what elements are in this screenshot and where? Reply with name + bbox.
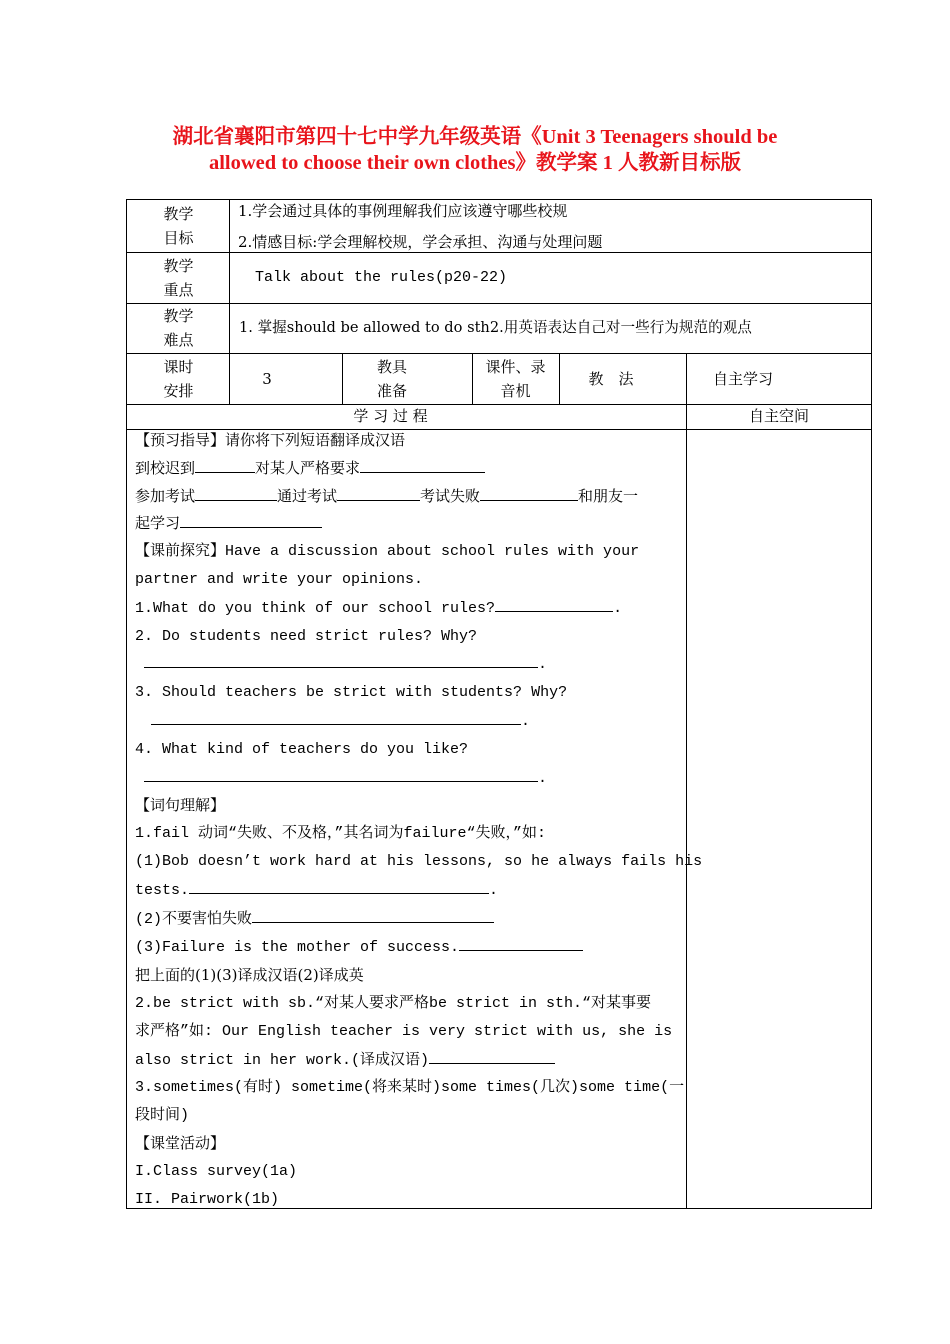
answer-blank[interactable] (252, 905, 494, 923)
self-space-header: 自主空间 (748, 407, 809, 425)
vocab-sentence-1-period: . (489, 881, 499, 899)
answer-blank[interactable] (189, 876, 489, 894)
answer-blank[interactable] (480, 483, 578, 501)
teaching-aids-label-1: 教具 (376, 358, 407, 376)
teaching-aids-value-1: 课件、录 (485, 358, 546, 376)
title-line-1: 湖北省襄阳市第四十七中学九年级英语《Unit 3 Teenagers should be (172, 126, 778, 148)
phrase-3: 参加考试 (135, 486, 196, 505)
phrase-2: 对某人严格要求 (255, 458, 361, 477)
difficulties-label-2: 难点 (163, 331, 194, 349)
question-4: 4. What kind of teachers do you like? (135, 740, 469, 758)
schedule-label-1: 课时 (163, 358, 194, 376)
answer-line-2 (135, 650, 680, 679)
teaching-aids-value-2: 音机 (500, 382, 531, 400)
document-title (60, 124, 890, 176)
goals-label-2: 目标 (163, 229, 194, 247)
question-1-end: . (613, 599, 623, 617)
explore-line-2: partner and write your opinions. (135, 570, 424, 588)
question-1-text: 1.What do you think of our school rules? (135, 599, 496, 617)
goal-item-2: 2.情感目标:学会理解校规，学会承担、沟通与处理问题 (238, 233, 603, 251)
vocab-sentence-2-text: (2)不要害怕失败 (135, 910, 253, 928)
vocab-item-2-line-2: 求严格”如: Our English teacher is very strict with us, she is (135, 1022, 673, 1040)
key-points-label-2: 重点 (163, 281, 194, 299)
phrase-4: 通过考试 (277, 486, 338, 505)
vocab-sentence-3 (135, 933, 680, 962)
learning-process-content (135, 427, 703, 1213)
phrase-5: 考试失败 (420, 486, 481, 505)
teaching-aids-value (472, 355, 559, 403)
vocab-sentence-3-text: (3)Failure is the mother of success. (135, 939, 460, 957)
explore-heading: 【课前探究】Have a discussion about school rules with your (135, 543, 640, 561)
method-value: 自主学习 (713, 370, 774, 388)
vocab-item-1: 1.fail 动词“失败、不及格，”其名词为failure“失败，”如: (135, 825, 547, 843)
vocab-item-2: 2.be strict with sb.“对某人要求严格be strict in sth.“对某事要 (135, 994, 652, 1012)
answer-blank[interactable] (180, 510, 322, 528)
schedule-label (130, 355, 227, 403)
difficulties-label-1: 教学 (163, 307, 194, 325)
row-divider (126, 353, 872, 354)
goals-label (130, 202, 227, 250)
question-3: 3. Should teachers be strict with students? Why? (135, 684, 568, 702)
key-points-content: Talk about the rules(p20-22) (255, 269, 508, 286)
answer-blank[interactable] (360, 455, 485, 473)
answer-blank[interactable] (151, 707, 521, 725)
answer-blank[interactable] (495, 594, 613, 612)
vocab-heading: 【词句理解】 (135, 796, 226, 815)
difficulties-label (130, 304, 227, 352)
answer-3-end: . (521, 712, 531, 730)
phrase-1: 到校迟到 (135, 458, 196, 477)
answer-line-4 (135, 764, 680, 793)
answer-line-3 (135, 707, 680, 736)
difficulties-content: 1. 掌握should be allowed to do sth2.用英语表达自己对一些行为规范的观点 (239, 319, 752, 336)
teaching-aids-label (342, 355, 442, 403)
vocab-item-3-line-2: 段时间) (135, 1107, 190, 1125)
vocab-sentence-2 (135, 905, 680, 934)
question-1 (135, 594, 680, 623)
row-divider (126, 303, 872, 304)
question-2: 2. Do students need strict rules? Why? (135, 627, 478, 645)
method-label: 教 法 (588, 370, 634, 388)
phrase-line-2 (135, 483, 680, 511)
title-line-2: allowed to choose their own clothes》教学案 1 人教新目标版 (208, 152, 742, 174)
answer-blank[interactable] (429, 1046, 555, 1064)
answer-2-end: . (538, 656, 548, 674)
activity-2: II. Pairwork(1b) (135, 1190, 280, 1208)
schedule-label-2: 安排 (163, 382, 194, 400)
phrase-line-3 (135, 510, 680, 538)
vocab-item-2-line-3 (135, 1046, 680, 1075)
answer-blank[interactable] (144, 764, 538, 782)
activity-1: I.Class survey(1a) (135, 1162, 298, 1180)
vocab-sentence-1-end: tests. (135, 881, 190, 899)
phrase-6: 和朋友一 (578, 486, 639, 505)
vocab-note: 把上面的(1)(3)译成汉语(2)译成英 (135, 966, 364, 985)
key-points-label (130, 254, 227, 302)
vocab-sentence-1: (1)Bob doesn’t work hard at his lessons, so he always fails his (135, 852, 703, 870)
goals-label-1: 教学 (163, 205, 194, 223)
class-hours-value: 3 (262, 370, 272, 388)
phrase-6-continued: 起学习 (135, 514, 181, 533)
process-header: 学 习 过 程 (353, 407, 428, 425)
answer-blank[interactable] (195, 455, 255, 473)
key-points-label-1: 教学 (163, 257, 194, 275)
answer-4-end: . (538, 769, 548, 787)
answer-blank[interactable] (144, 650, 538, 668)
goals-content (238, 196, 602, 258)
goal-item-1: 1.学会通过具体的事例理解我们应该遵守哪些校规 (238, 202, 568, 220)
teaching-aids-label-2: 准备 (376, 382, 407, 400)
column-divider (686, 353, 687, 1209)
vocab-sentence-1-continued (135, 876, 680, 905)
answer-blank[interactable] (337, 483, 420, 501)
preview-heading: 【预习指导】请你将下列短语翻译成汉语 (135, 431, 406, 449)
answer-blank[interactable] (195, 483, 277, 501)
phrase-line-1 (135, 455, 680, 483)
answer-blank[interactable] (459, 933, 583, 951)
vocab-item-2-text: also strict in her work.(译成汉语) (135, 1051, 430, 1069)
vocab-item-3: 3.sometimes(有时) sometime(将来某时)some times(几次)some time(一 (135, 1079, 685, 1097)
activity-heading: 【课堂活动】 (135, 1133, 226, 1152)
